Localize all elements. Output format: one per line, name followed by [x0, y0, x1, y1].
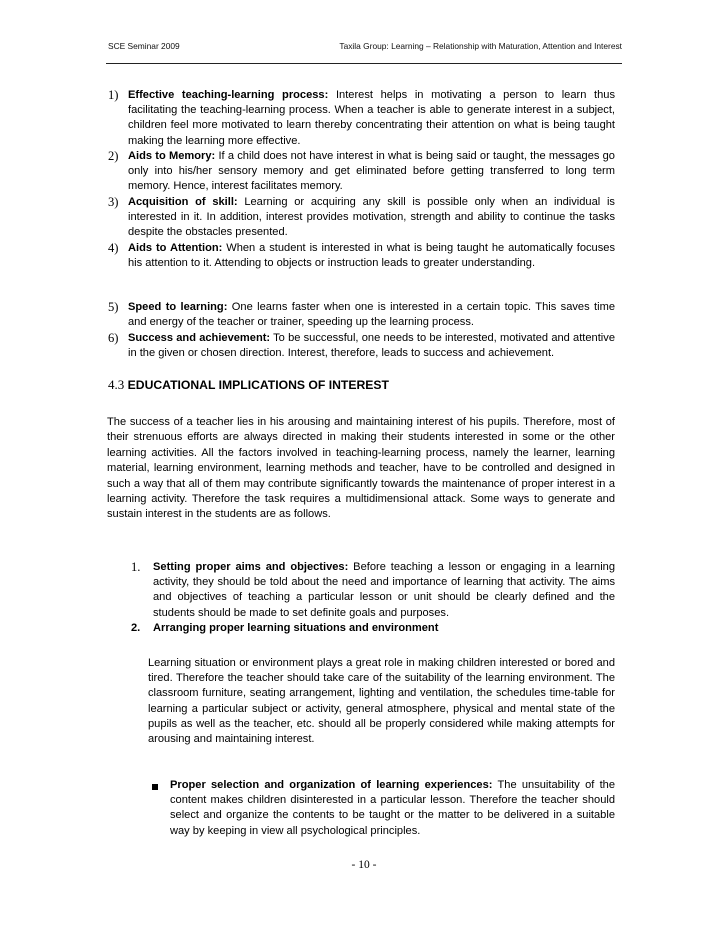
list-item	[128, 331, 615, 361]
square-bullet-icon	[152, 784, 158, 790]
environment-paragraph: Learning situation or environment plays a great role in making children interested or bored and tired. Therefore the teacher should take care of the suitability of the learning environment. The classroom furniture, seating arrangement, lighting and ventilation, the schedules time-table for learning a particular subject or activity, general atmosphere, physical and mental state of the pupils as well as the teacher, etc. should all be properly considered while making attempts for arousing and maintaining interest.	[148, 657, 615, 746]
section-title: EDUCATIONAL IMPLICATIONS OF INTEREST	[127, 378, 389, 392]
list-number: 1)	[108, 88, 119, 102]
section-heading	[108, 377, 389, 393]
list-item	[128, 88, 615, 149]
header-left: SCE Seminar 2009	[108, 41, 180, 51]
list-item	[128, 300, 615, 330]
sub-list-item-title: Arranging proper learning situations and environment	[153, 622, 439, 634]
sub-list-item-title: Setting proper aims and objectives:	[153, 561, 349, 573]
list-number: 2)	[108, 149, 119, 163]
list-number: 5)	[108, 300, 119, 314]
sub-list-item	[153, 560, 615, 621]
page-number: - 10 -	[351, 859, 377, 871]
sub-list-number: 2.	[131, 622, 141, 634]
header-right: Taxila Group: Learning – Relationship with Maturation, Attention and Interest	[339, 41, 622, 51]
section-number: 4.3	[108, 377, 125, 392]
header-rule	[106, 63, 622, 64]
list-item	[128, 241, 615, 271]
list-item-title: Acquisition of skill:	[128, 196, 238, 208]
list-number: 6)	[108, 331, 119, 345]
list-item-text: If a child does not have interest in what is being said or taught, the messages go only into his/her sensory memory and get eliminated before getting transferred to long term memory. Hence, interest facilitates memory.	[128, 150, 615, 193]
list-item-text: To be successful, one needs to be interested, motivated and attentive in the given or chosen direction. Interest, therefore, leads to success and achievement.	[128, 332, 615, 360]
list-item-text: One learns faster when one is interested in a certain topic. This saves time and energy of the teacher or trainer, speeding up the learning process.	[128, 301, 615, 329]
list-item-text: Learning or acquiring any skill is possible only when an individual is interested in it. In addition, interest provides motivation, strength and ability to continue the tasks despite the obstacles presented.	[128, 196, 615, 239]
bullet-item	[170, 778, 615, 839]
list-item-text: Interest helps in motivating a person to learn thus facilitating the teaching-learning process. When a teacher is able to generate interest in a subject, children feel more motivated to learn thereby concentrating their attention on what is being taught making the learning more effective.	[128, 89, 615, 147]
list-number: 3)	[108, 195, 119, 209]
list-item	[128, 149, 615, 195]
section-paragraph: The success of a teacher lies in his arousing and maintaining interest of his pupils. Therefore, most of their strenuous efforts are always directed in making their students interested in some or the other learning activities. All the factors involved in teaching-learning process, namely the learner, learning material, learning environment, learning methods and teacher, have to be controlled and designed in such a way that all of them may contribute significantly towards the maintenance of proper interest in a learning activity. Therefore the task requires a multidimensional attack. Some ways to generate and sustain interest in the students are as follows.	[107, 416, 615, 521]
sub-list-number: 1.	[131, 560, 141, 574]
list-number: 4)	[108, 241, 119, 255]
list-item-title: Speed to learning:	[128, 301, 228, 313]
list-item-title: Aids to Attention:	[128, 242, 223, 254]
sub-list-item-text: Before teaching a lesson or engaging in a learning activity, they should be told about the need and importance of learning that activity. The aims and objectives of teaching a particular lesson or unit should be clearly defined and the students should be made to set definite goals and purposes.	[153, 561, 615, 619]
list-item-title: Effective teaching-learning process:	[128, 89, 329, 101]
list-item	[128, 195, 615, 241]
list-item-title: Success and achievement:	[128, 332, 271, 344]
list-item-title: Aids to Memory:	[128, 150, 216, 162]
list-item-text: When a student is interested in what is being taught he automatically focuses his attention to it. Attending to objects or instruction leads to greater understanding.	[128, 242, 615, 270]
bullet-item-text: The unsuitability of the content makes children disinterested in a particular lesson. Therefore the teacher should select and organize the contents to be taught or the matter to be delivered in a suitable way by keeping in view all psychological principles.	[170, 779, 615, 837]
bullet-item-title: Proper selection and organization of learning experiences:	[170, 779, 493, 791]
